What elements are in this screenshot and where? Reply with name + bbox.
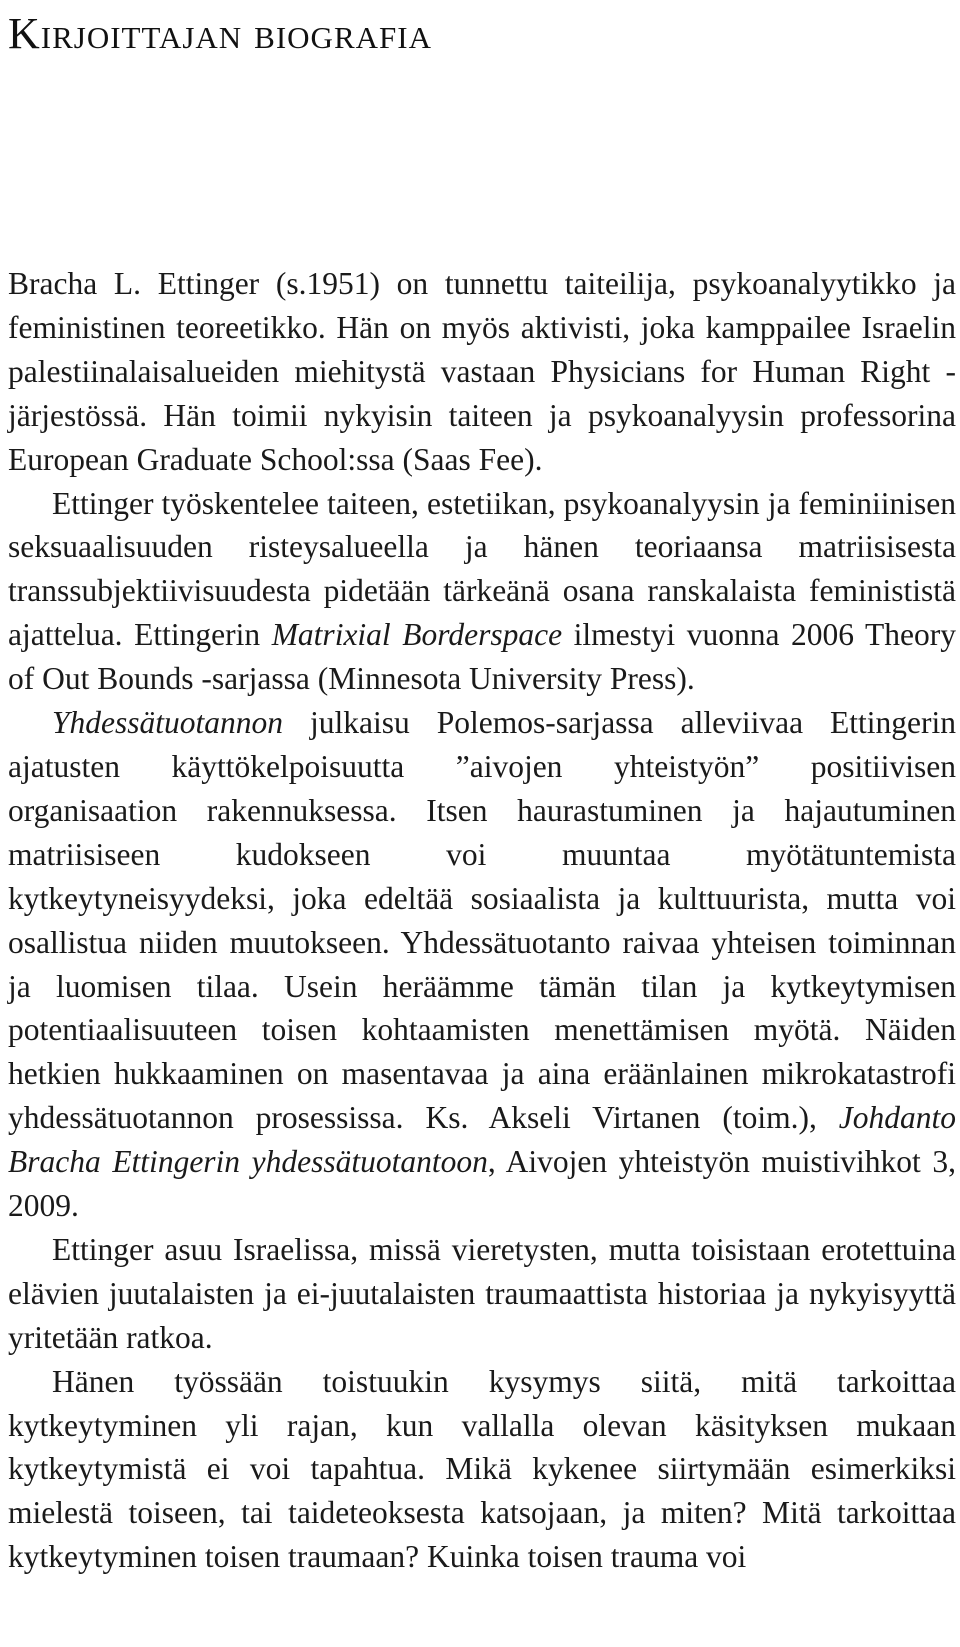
text-segment: julkaisu Polemos-sarjassa alleviivaa Ettingerin ajatusten käyttökelpoisuutta ”aivojen yhteistyön” positiivisen organisaation rakennuksessa. Itsen haurastuminen ja hajautuminen matriisiseen kudokseen voi muuntaa myötätuntemista kytkeytyneisyydeksi, joka edeltää sosiaalista ja kulttuurista, mutta voi osallistua niiden muutokseen. Yhdessätuotanto raivaa yhteisen toiminnan ja luomisen tilaa. Usein heräämme tämän tilan ja kytkeytymisen potentiaalisuuteen toisen kohtaamisten menettämisen myötä. Näiden hetkien hukkaaminen on masentavaa ja aina eräänlainen mikrokatastrofi yhdessätuotannon prosessissa. Ks. Akseli Virtanen (toim.), — [8, 705, 956, 1136]
text-segment: ilmestyi vuonna 2006 Theory of Out Bounds -sarjassa (Minnesota University Press). — [8, 617, 956, 697]
paragraph-publication — [8, 701, 956, 1228]
text-segment: , Aivojen yhteistyön muistivihkot 3, 2009. — [8, 1144, 956, 1224]
book-title-italic: Johdanto Bracha Ettingerin yhdessätuotantoon — [8, 1100, 956, 1180]
text-segment: Hänen työssään toistuukin kysymys siitä, mitä tarkoittaa kytkeytyminen yli rajan, kun vallalla olevan käsityksen mukaan kytkeytymistä ei voi tapahtua. Mikä kykenee siirtymään esimerkiksi mielestä toiseen, tai taideteoksesta katsojaan, ja miten? Mitä tarkoittaa kytkeytyminen toisen traumaan? Kuinka toisen trauma voi — [8, 1363, 956, 1575]
paragraph-question — [8, 1360, 956, 1580]
text-segment: Bracha L. Ettinger (s.1951) on tunnettu taiteilija, psykoanalyytikko ja feministinen teoreetikko. Hän on myös aktivisti, joka kamppailee Israelin palestiinalaisalueiden miehitystä vastaan Physicians for Human Right -järjestössä. Hän toimii nykyisin taiteen ja psykoanalyysin professorina European Graduate School:ssa (Saas Fee). — [8, 266, 956, 477]
biography-text — [8, 262, 956, 1579]
text-segment: Ettinger asuu Israelissa, missä vieretysten, mutta toisistaan erotettuina elävien juutalaisten ja ei-juutalaisten traumaattista historiaa ja nykyisyyttä yritetään ratkoa. — [8, 1231, 956, 1355]
paragraph-israel — [8, 1228, 956, 1360]
text-segment: Ettinger työskentelee taiteen, estetiikan, psykoanalyysin ja feminiinisen seksuaalisuuden risteysalueella ja hänen teoriaansa matriisisesta transsubjektiivisuudesta pidetään tärkeänä osana ranskalaista feminististä ajattelua. Ettingerin — [8, 485, 956, 653]
page-title: Kirjoittajan biografia — [8, 9, 432, 58]
paragraph-research — [8, 482, 956, 702]
book-title-italic: Matrixial Borderspace — [271, 617, 563, 653]
book-title-italic: Yhdessätuotannon — [52, 705, 284, 741]
paragraph-intro — [8, 262, 956, 482]
